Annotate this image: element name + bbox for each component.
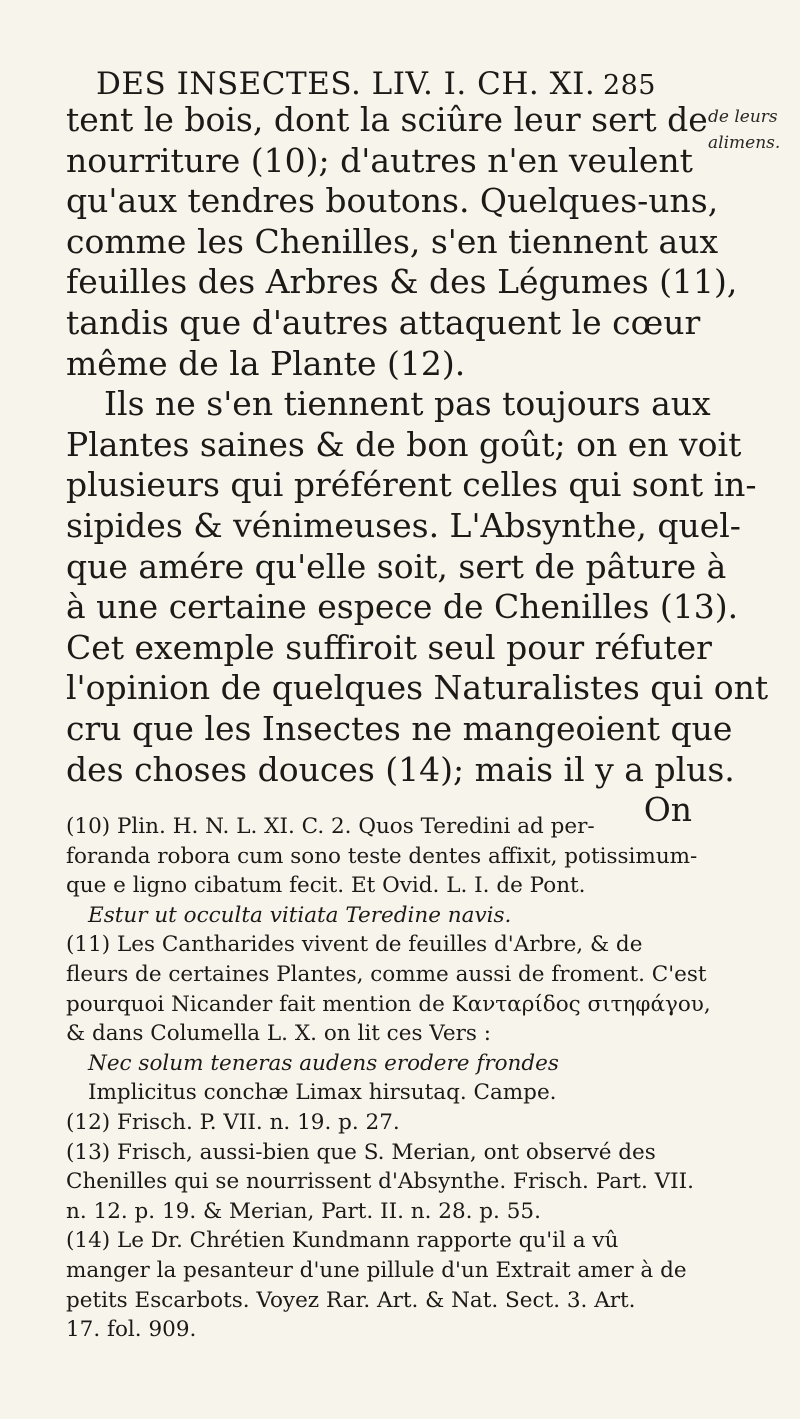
- body-line: Cet exemple suffiroit seul pour réfuter: [66, 627, 712, 667]
- body-line: tent le bois, dont la sciûre leur sert de: [66, 100, 708, 139]
- body-line: que amére qu'elle soit, sert de pâture à: [66, 546, 727, 586]
- body-line: comme les Chenilles, s'en tiennent aux: [66, 221, 719, 261]
- running-title: DES INSECTES. LIV. I. CH. XI.: [96, 66, 596, 102]
- body-line: qu'aux tendres boutons. Quelques-uns,: [66, 181, 719, 221]
- body-line: plusieurs qui préférent celles qui sont in-: [66, 465, 757, 505]
- body-line: sipides & vénimeuses. L'Absynthe, quel-: [66, 505, 741, 545]
- footnote-line: (10) Plin. H. N. L. XI. C. 2. Quos Teredini ad per-: [66, 814, 595, 839]
- running-header: [96, 66, 656, 102]
- footnote-line: que e ligno cibatum fecit. Et Ovid. L. I. de Pont.: [66, 873, 586, 899]
- footnote-line: 17. fol. 909.: [66, 1317, 197, 1343]
- catchword: On: [643, 790, 692, 830]
- footnote-line: petits Escarbots. Voyez Rar. Art. & Nat. Sect. 3. Art.: [66, 1287, 636, 1313]
- body-line: même de la Plante (12).: [66, 343, 466, 383]
- footnote-line: & dans Columella L. X. on lit ces Vers :: [66, 1021, 491, 1047]
- footnote-line: pourquoi Nicander fait mention de Κανταρίδος σιτηφάγου,: [66, 991, 711, 1017]
- footnote-line: fleurs de certaines Plantes, comme aussi de froment. C'est: [66, 961, 707, 987]
- footnote-line: foranda robora cum sono teste dentes affixit, potissimum-: [66, 843, 698, 869]
- body-line: feuilles des Arbres & des Légumes (11),: [66, 262, 738, 302]
- footnote-line: Nec solum teneras audens erodere frondes: [88, 1050, 559, 1076]
- body-line: Ils ne s'en tiennent pas toujours aux: [104, 384, 711, 424]
- page-number: 285: [602, 70, 656, 101]
- footnote-line: (13) Frisch, aussi-bien que S. Merian, ont observé des: [66, 1139, 656, 1165]
- footnote-line: (12) Frisch. P. VII. n. 19. p. 27.: [66, 1109, 400, 1135]
- margin-note: de leurs alimens.: [708, 107, 781, 153]
- footnote-line: n. 12. p. 19. & Merian, Part. II. n. 28. p. 55.: [66, 1198, 541, 1224]
- footnote-line: Chenilles qui se nourrissent d'Absynthe. Frisch. Part. VII.: [66, 1169, 694, 1195]
- body-line: Plantes saines & de bon goût; on en voit: [66, 424, 742, 464]
- footnotes: [66, 812, 711, 1345]
- body-line: l'opinion de quelques Naturalistes qui ont: [66, 668, 769, 708]
- footnote-line: Implicitus conchæ Limax hirsutaq. Campe.: [88, 1080, 557, 1106]
- body-line: cru que les Insectes ne mangeoient que: [66, 708, 733, 748]
- footnote-line: Estur ut occulta vitiata Teredine navis.: [88, 902, 512, 928]
- footnote-line: (14) Le Dr. Chrétien Kundmann rapporte qu'il a vû: [66, 1228, 619, 1254]
- body-line: des choses douces (14); mais il y a plus.: [66, 749, 735, 789]
- footnote-line: (11) Les Cantharides vivent de feuilles d'Arbre, & de: [66, 932, 643, 958]
- footnote-line: manger la pesanteur d'une pillule d'un Extrait amer à de: [66, 1257, 687, 1283]
- body-line: à une certaine espece de Chenilles (13).: [66, 587, 739, 627]
- body-line: tandis que d'autres attaquent le cœur: [66, 302, 701, 342]
- body-line: nourriture (10); d'autres n'en veulent: [66, 140, 693, 180]
